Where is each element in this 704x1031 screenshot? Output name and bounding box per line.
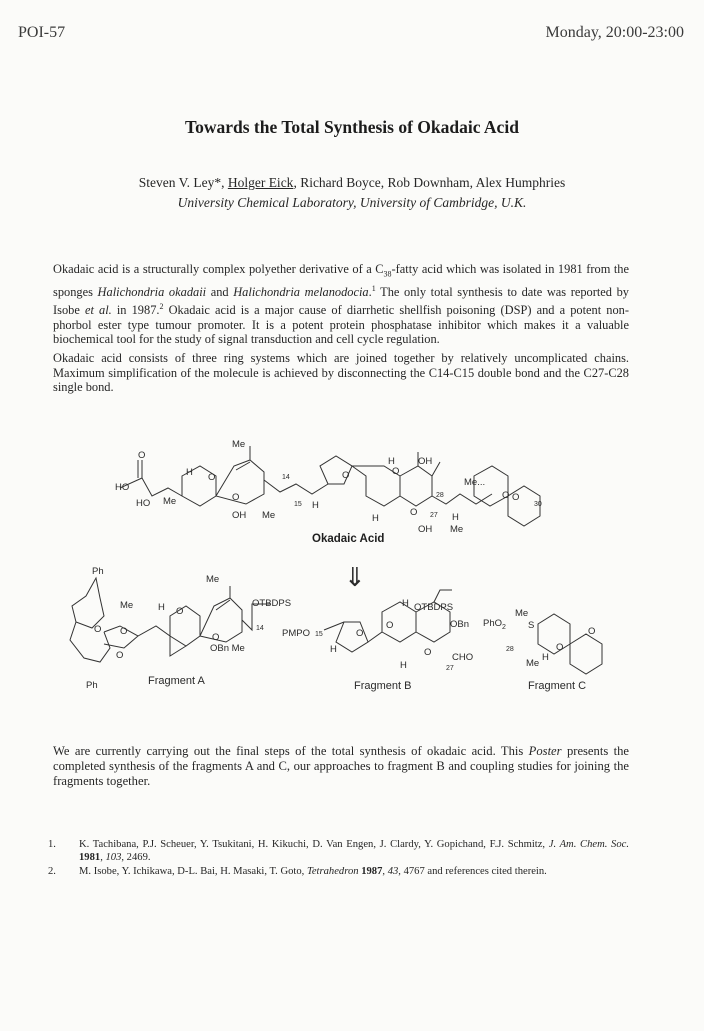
ref-mark-2: 2 — [159, 301, 164, 311]
label-o-6: O — [502, 490, 510, 501]
poster-title: Towards the Total Synthesis of Okadaic Acid — [185, 117, 519, 137]
label-me-5: Me... — [464, 477, 486, 488]
reference-item — [79, 838, 629, 864]
label-me-4: Me — [450, 524, 464, 535]
label-o-a4: O — [176, 606, 184, 617]
label-me-a2: Me — [206, 574, 220, 585]
closing-text-1: We are currently carrying out the final steps of the total synthesis of okadaic acid. This — [53, 744, 529, 758]
ref-1-pages: , 2469. — [121, 852, 151, 863]
label-c27-b: 27 — [446, 665, 454, 672]
intro-text-2: -fatty acid which was isolated in 1981 from the sponges — [53, 262, 629, 300]
label-h-b1: H — [330, 644, 337, 655]
reference-number: 2. — [48, 866, 56, 877]
fragment-a-structure — [70, 566, 291, 691]
label-o-4: O — [392, 466, 400, 477]
label-oh-1: OH — [232, 510, 247, 521]
label-c27: 27 — [430, 512, 438, 519]
label-pmpo: PMPO — [282, 628, 310, 639]
label-me-3: Me — [262, 510, 276, 521]
et-al: et al. — [84, 302, 112, 317]
ref-2-year: 1987 — [358, 866, 383, 877]
label-o-b2: O — [386, 620, 394, 631]
intro-sub: 38 — [383, 269, 392, 279]
ref-1-volume: 103 — [105, 852, 122, 863]
poster-code: POI-57 — [18, 24, 66, 41]
fragment-c-structure — [483, 608, 602, 692]
label-cho: CHO — [452, 652, 474, 663]
ref-2-sep: , — [382, 866, 388, 877]
poster-word: Poster — [528, 744, 562, 758]
label-me-a1: Me — [120, 600, 134, 611]
label-o-a5: O — [212, 632, 220, 643]
label-c15-b: 15 — [315, 631, 323, 638]
intro-text-3: and — [206, 285, 234, 300]
label-o-3: O — [342, 470, 350, 481]
ref-2-authors: M. Isobe, Y. Ichikawa, D-L. Bai, H. Masaki, T. Goto, — [79, 866, 307, 877]
label-obn-me: OBn Me — [210, 643, 245, 654]
label-o-b3: O — [424, 647, 432, 658]
plan-paragraph: Okadaic acid consists of three ring systems which are joined together by relatively uncomplicated chains. Maximum simplification of the molecule is achieved by disconnecting the C14-C15 double bond and the C27-C28 single bond. — [53, 351, 629, 395]
ref-1-year: 1981 — [79, 852, 101, 863]
fragment-c-caption: Fragment C — [528, 680, 587, 692]
intro-text-4: The only total synthesis to date was reported by Isobe — [53, 285, 629, 317]
label-c28-c: 28 — [506, 646, 514, 653]
label-h-c1: H — [542, 652, 549, 663]
affiliation: University Chemical Laboratory, University of Cambridge, U.K. — [177, 195, 527, 210]
species-2: Halichondria melanodocia — [233, 285, 369, 300]
species-1: Halichondria okadaii — [97, 285, 207, 300]
intro-text-5: in 1987. — [111, 302, 160, 317]
label-o-a3: O — [116, 650, 124, 661]
label-h-b3: H — [400, 660, 407, 671]
intro-text-6: Okadaic acid is a major cause of diarrhetic shellfish poisoning (DSP) and a potent non-phorbol ester type tumour promoter. It is a potent protein phosphatase inhibitor which makes it a valuable biochemical tool for the study of signal transduction and cell cycle regulation. — [53, 302, 629, 347]
label-o-a2: O — [120, 626, 128, 637]
intro-text-1: Okadaic acid is a structurally complex polyether derivative of a C — [53, 262, 384, 276]
ref-2-journal: Tetrahedron — [306, 866, 359, 877]
ref-mark-1: 1 — [371, 284, 376, 294]
closing-paragraph — [53, 744, 629, 788]
label-otbdps-b: OTBDPS — [414, 602, 454, 613]
label-ph-1: Ph — [92, 566, 104, 577]
author-rest: , Richard Boyce, Rob Downham, Alex Humphries — [293, 175, 566, 190]
label-c15: 15 — [294, 501, 302, 508]
label-h-1: H — [186, 467, 193, 478]
label-oh-2: OH — [418, 456, 433, 467]
ref-2-volume: 43 — [387, 866, 399, 877]
label-o-acid: O — [138, 450, 146, 461]
reference-number: 1. — [48, 839, 56, 850]
session-time: Monday, 20:00-23:00 — [545, 24, 684, 41]
label-me-c1: Me — [515, 608, 529, 619]
label-o-c1: O — [556, 642, 564, 653]
intro-paragraph: Okadaic acid is a structurally complex polyether derivative of a $C_{38}$-fatty acid which was isolated in 1981 from the sponges Halichondria okadaii and Halichondria melanodocia.$^1$ The only total synthesis to date was reported by Isobe et al. in 1987.$^2$ Okadaic acid is a major cause of diarrhetic shellfish poisoning (DSP) and a potent non-phorbol ester type tumour promoter. It is a potent protein phosphatase inhibitor which makes it a valuable biochemical tool for the study of signal transduction and cell cycle regulation. — [53, 262, 629, 347]
label-me-2: Me — [232, 439, 246, 450]
fragment-a-caption: Fragment A — [148, 675, 205, 687]
label-c14: 14 — [282, 474, 290, 481]
ref-2-pages: , 4767 and references cited therein. — [398, 866, 547, 877]
author-presenter: Holger Eick — [227, 175, 294, 190]
label-o-7: O — [512, 492, 520, 503]
okadaic-acid-structure — [115, 439, 542, 545]
label-ho-2: HO — [136, 498, 151, 509]
label-h-3: H — [388, 456, 395, 467]
author-first: Steven V. Ley*, — [138, 175, 228, 190]
label-c28: 28 — [436, 492, 444, 499]
label-o-2: O — [232, 492, 240, 503]
fragment-b-structure — [282, 590, 473, 692]
label-me-c2: Me — [526, 658, 540, 669]
label-ph-2: Ph — [86, 680, 98, 691]
label-o-1: O — [208, 472, 216, 483]
label-otbdps-a: OTBDPS — [252, 598, 292, 609]
label-c30: 30 — [534, 501, 542, 508]
ref-1-journal: J. Am. Chem. Soc. — [548, 839, 630, 850]
label-oh-3: OH — [418, 524, 433, 535]
ref-1-sep: , — [100, 852, 106, 863]
label-h-a1: H — [158, 602, 165, 613]
label-o-5: O — [410, 507, 418, 518]
retrosynthesis-arrow: ⇓ — [344, 562, 366, 592]
label-s: S — [528, 620, 535, 631]
label-pho2s: PhO$_2$ — [483, 618, 506, 631]
label-o-a1: O — [94, 624, 102, 635]
reference-item — [79, 865, 629, 878]
label-me-1: Me — [163, 496, 177, 507]
label-o-b1: O — [356, 628, 364, 639]
label-o-c2: O — [588, 626, 596, 637]
label-c14-a: 14 — [256, 625, 264, 632]
fragment-b-caption: Fragment B — [354, 680, 412, 692]
label-h-2: H — [312, 500, 319, 511]
label-h-4: H — [372, 513, 379, 524]
label-subscript-2: 2 — [502, 624, 506, 631]
closing-text-2: presents the completed synthesis of the fragments A and C, our approaches to fragment B and coupling studies for joining the fragments together. — [53, 744, 630, 788]
ref-1-authors: K. Tachibana, P.J. Scheuer, Y. Tsukitani, H. Kikuchi, D. Van Engen, J. Clardy, Y. Gopichand, F.J. Schmitz, — [79, 839, 549, 850]
label-h-5: H — [452, 512, 459, 523]
okadaic-acid-caption: Okadaic Acid — [312, 533, 385, 545]
label-ho: HO — [115, 482, 130, 493]
label-obn-b: OBn — [450, 619, 470, 630]
label-h-b2: H — [402, 598, 409, 609]
